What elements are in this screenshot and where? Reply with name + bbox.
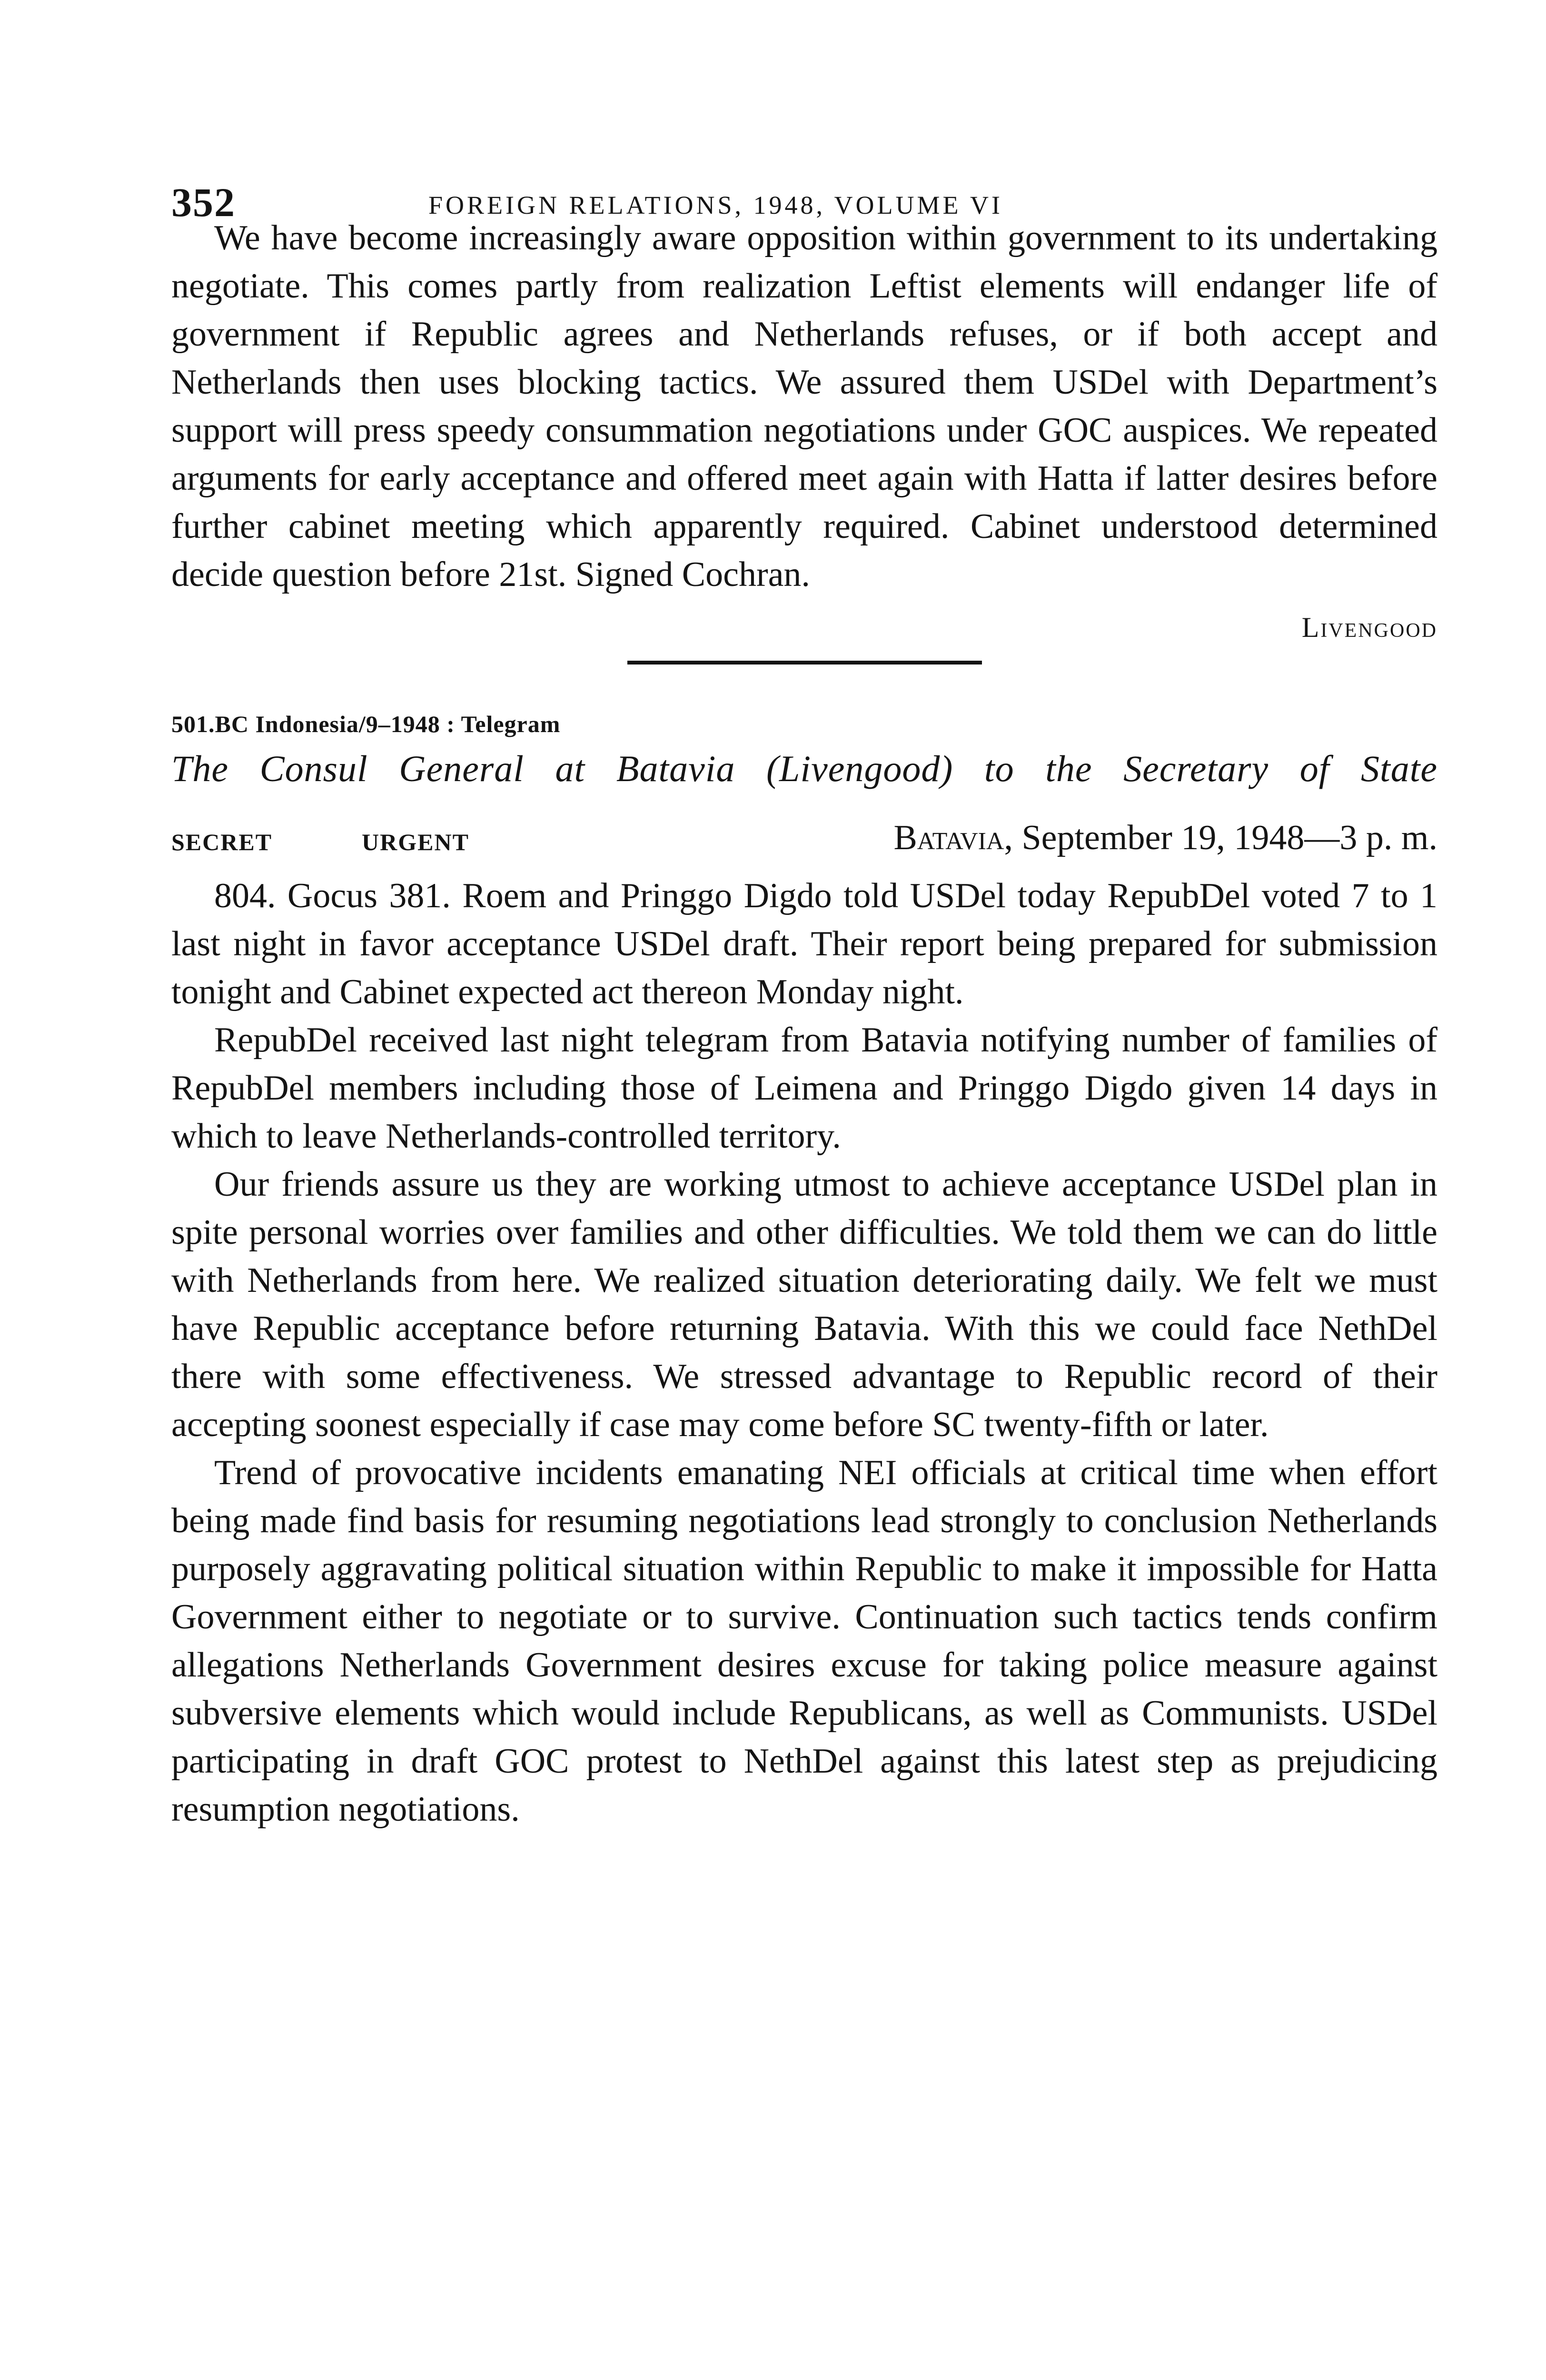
document-title: The Consul General at Batavia (Livengood) to the Secretary of State <box>171 748 1437 789</box>
body-paragraph: 804. Gocus 381. Roem and Pringgo Digdo told USDel today RepubDel voted 7 to 1 last night in favor acceptance USDel draft. Their report being prepared for submission tonight and Cabinet expected act thereon Monday night. <box>171 876 1437 1012</box>
page-number: 352 <box>171 179 236 225</box>
dateline-date: , September 19, 1948—3 p. m. <box>1004 818 1437 857</box>
classification-secret: SECRET <box>171 829 273 855</box>
body-paragraph: Our friends assure us they are working utmost to achieve acceptance USDel plan in spite personal worries over families and other difficulties. We told them we can do little with Netherlands from here. We realized situation deteriorating daily. We felt we must have Republic acceptance before returning Batavia. With this we could face NethDel there with some effectiveness. We stressed advantage to Republic record of their accepting soonest especially if case may come before SC twenty-fifth or later. <box>171 1165 1437 1444</box>
dateline-place: Batavia <box>893 818 1004 857</box>
classification-line <box>171 814 1437 866</box>
running-head: FOREIGN RELATIONS, 1948, VOLUME VI <box>428 191 1003 219</box>
body-paragraph: RepubDel received last night telegram from Batavia notifying number of families of RepubDel members including those of Leimena and Pringgo Digdo given 14 days in which to leave Netherlands-controlled territory. <box>171 1021 1437 1156</box>
file-reference: 501.BC Indonesia/9–1948 : Telegram <box>171 711 561 737</box>
page-header <box>171 143 1437 225</box>
section-divider <box>627 661 982 664</box>
body-paragraph: We have become increasingly aware opposition within government to its undertaking negotiate. This comes partly from realization Leftist elements will endanger life of government if Republic agrees and Netherlands refuses, or if both accept and Netherlands then uses blocking tactics. We assured them USDel with Department’s support will press speedy consummation negotiations under GOC auspices. We repeated arguments for early acceptance and offered meet again with Hatta if latter desires before further cabinet meeting which apparently required. Cabinet understood determined decide question before 21st. Signed Cochran. <box>171 218 1437 594</box>
second-document <box>171 710 1437 1834</box>
telegram-body <box>171 872 1437 1834</box>
signature: Livengood <box>1301 612 1437 643</box>
first-document <box>171 214 1437 651</box>
dateline <box>893 818 1437 858</box>
body-paragraph: Trend of provocative incidents emanating NEI officials at critical time when effort being made find basis for resuming negotiations lead strongly to conclusion Netherlands purposely aggravating political situation within Republic to make it impossible for Hatta Government either to negotiate or to survive. Continuation such tactics tends confirm allegations Netherlands Government desires excuse for taking police measure against subversive elements which would include Republicans, as well as Communists. USDel participating in draft GOC protest to NethDel against this latest step as prejudicing resumption negotiations. <box>171 1453 1437 1829</box>
document-page <box>171 143 1437 2380</box>
classification-urgent: URGENT <box>362 829 469 855</box>
